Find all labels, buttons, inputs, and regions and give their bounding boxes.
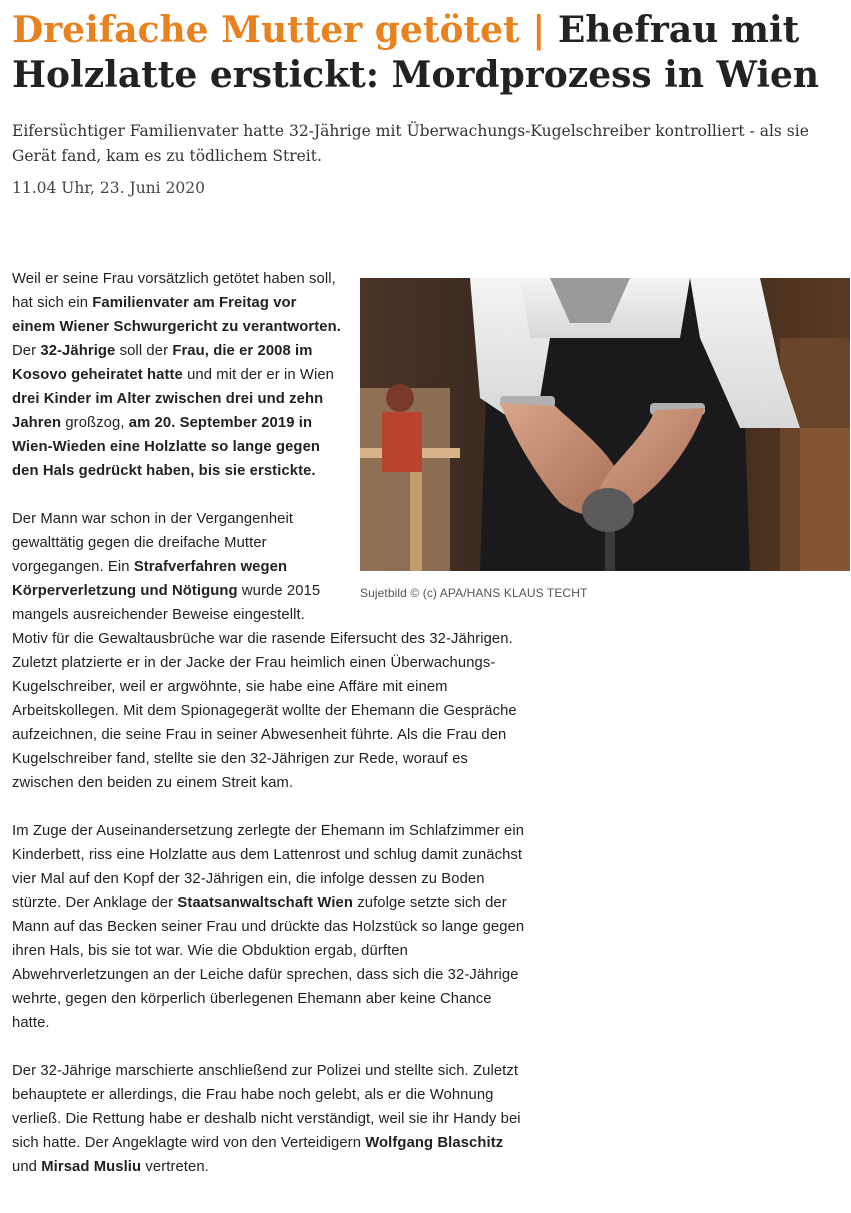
publish-date: 11.04 Uhr, 23. Juni 2020 <box>12 179 205 197</box>
paragraph-4: Der 32-Jährige marschierte anschließend zur Polizei und stellte sich. Zuletzt behauptete er allerdings, die Frau habe noch gelebt, als er die Wohnung verließ. Die Rettung habe er deshalb nicht verständigt, weil sie ihr Handy bei sich hatte. Der Angeklagte wird von den Verteidigern Wolfgang Blaschitz und Mirsad Musliu vertreten. <box>12 1063 521 1175</box>
article-figure[interactable] <box>360 278 850 601</box>
article-photo[interactable] <box>360 278 850 571</box>
headline-title: Ehefrau mit Holzlatte erstickt: Mordprozess in Wien <box>12 9 820 96</box>
headline <box>12 8 842 98</box>
headline-kicker: Dreifache Mutter getötet | <box>12 9 558 51</box>
paragraph-3: Im Zuge der Auseinandersetzung zerlegte der Ehemann im Schlafzimmer ein Kinderbett, riss eine Holzlatte aus dem Lattenrost und schlug damit zunächst vier Mal auf den Kopf der 32-Jährigen ein, die infolge dessen zu Boden stürzte. Der Anklage der Staatsanwaltschaft Wien zufolge setzte sich der Mann auf das Becken seiner Frau und drückte das Holzstück so lange gegen ihren Hals, bis sie tot war. Wie die Obduktion ergab, dürften Abwehrverletzungen an der Leiche dafür sprechen, dass sich die 32-Jährige wehrte, gegen den körperlich überlegenen Ehemann aber keine Chance hatte. <box>12 823 525 1031</box>
article-lead: Eifersüchtiger Familienvater hatte 32-Jährige mit Überwachungs-Kugelschreiber kontrolliert - als sie Gerät fand, kam es zu tödlichem Streit. <box>12 122 809 165</box>
paragraph-2: Der Mann war schon in der Vergangenheit gewalttätig gegen die dreifache Mutter vorgegangen. Ein Strafverfahren wegen Körperverletzung und Nötigung wurde 2015 mangels ausreichender Beweise eingestellt. Motiv für die Gewaltausbrüche war die rasende Eifersucht des 32-Jährigen. Zuletzt platzierte er in der Jacke der Frau heimlich einen Überwachungs-Kugelschreiber, weil er argwöhnte, sie habe eine Affäre mit einem Arbeitskollegen. Mit dem Spionagegerät wollte der Ehemann die Gespräche aufzeichnen, die seine Frau in seiner Abwesenheit führte. Als die Frau den Kugelschreiber fand, stellte sie den 32-Jährigen zur Rede, worauf es zwischen den beiden zu einem Streit kam. <box>12 511 517 791</box>
article-body <box>12 267 588 1203</box>
paragraph-1: Weil er seine Frau vorsätzlich getötet haben soll, hat sich ein Familienvater am Freitag vor einem Wiener Schwurgericht zu verantworten. Der 32-Jährige soll der Frau, die er 2008 im Kosovo geheiratet hatte und mit der er in Wien drei Kinder im Alter zwischen drei und zehn Jahren großzog, am 20. September 2019 in Wien-Wieden eine Holzlatte so lange gegen den Hals gedrückt haben, bis sie erstickte. <box>12 271 341 479</box>
photo-caption: Sujetbild © (c) APA/HANS KLAUS TECHT <box>360 586 588 600</box>
